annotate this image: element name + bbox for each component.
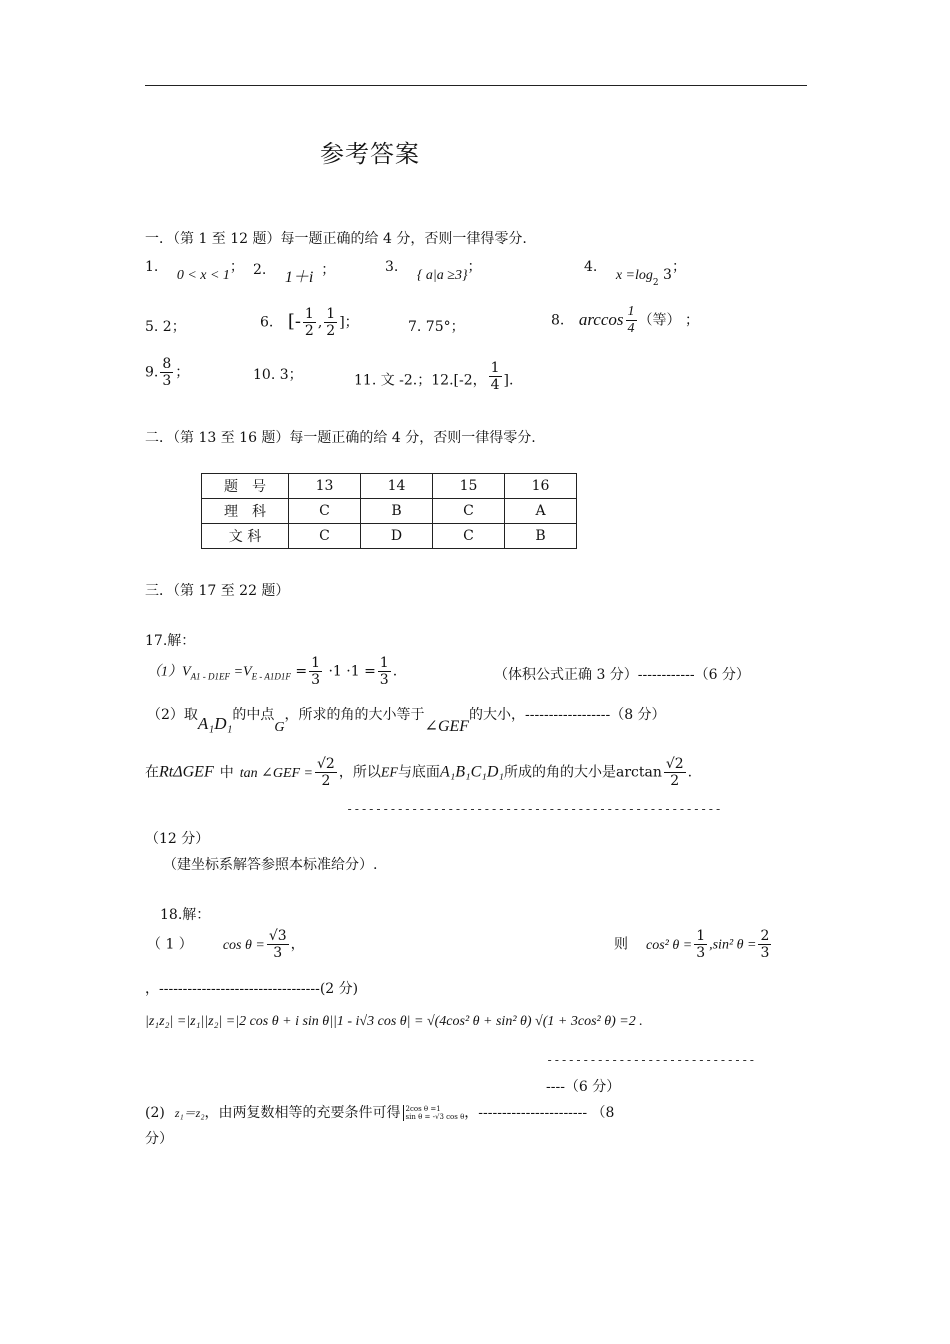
q17-part1-score: （体积公式正确 3 分）------------（6 分） [494, 667, 750, 683]
table-row [202, 499, 577, 524]
table-cell: B [361, 499, 433, 524]
q18-part1b-score: ----（6 分） [546, 1079, 621, 1095]
table-cell: 文 科 [202, 524, 289, 549]
q17-dash-line: ---------------------------------------------------- [346, 802, 722, 816]
table-cell: 题 号 [202, 474, 289, 499]
section3-heading: 三．（第 17 至 22 题） [145, 583, 290, 599]
q17-score: （12 分） [145, 831, 210, 847]
table-cell: A [505, 499, 577, 524]
q18-part1-then: 则 cos² θ = $\frac{1}{3}$ ,sin² θ = $\frac{2}{3}$ [614, 928, 770, 961]
table-cell: C [289, 499, 361, 524]
answer-q1: 1. 0 < x < 1； [145, 259, 244, 283]
q17-note: （建坐标系解答参照本标准给分）. [163, 857, 378, 873]
answer-q11-q12: 11. 文 -2.；12.[-2， $\frac{1}{4}$ ]. [354, 360, 514, 393]
q17-part3: 在RtΔGEF 中 tan ∠GEF = $\frac{√2}{2}$ ，所以EF与底面A₁B₁C₁D₁所成的角的大小是arctan $\frac{√2}{2}$ . [145, 756, 693, 789]
table-header-row [202, 474, 577, 499]
q18-part2: (2) z₁＝z₂，由两复数相等的充要条件可得 2cos θ =1 sin θ = -√3 cos θ ，----------------------- （8 [145, 1105, 615, 1121]
page-title: 参考答案 [320, 140, 420, 168]
table-cell: C [289, 524, 361, 549]
table-cell: 16 [505, 474, 577, 499]
table-cell: B [505, 524, 577, 549]
answer-q8: 8. arccos $\frac{1}{4}$ （等） ； [551, 304, 699, 336]
answer-q2: 2. 1＋i ； [253, 262, 336, 286]
answer-q10: 10. 3； [253, 367, 303, 383]
answer-table [201, 473, 577, 549]
table-cell: C [433, 499, 505, 524]
q18-label: 18.解： [160, 907, 211, 923]
q17-part1: $(1)V_{A1 - D1EF} =V_{E - A1D1F}$ = $\frac{1}{3}$ ·1 ·1 = $\frac{1}{3}$ . [147, 655, 398, 688]
answer-q7: 7. 75°； [408, 319, 465, 335]
answer-q5: 5. 2； [145, 319, 186, 335]
header-rule [145, 85, 807, 86]
answer-q6: 6. [- $\frac{1}{2}$ , $\frac{1}{2}$ ]； [260, 306, 359, 339]
table-cell: 15 [433, 474, 505, 499]
q18-part2-score-end: 分） [145, 1131, 173, 1147]
answer-q3: 3. { a|a ≥3}； [385, 259, 482, 283]
table-cell: 13 [289, 474, 361, 499]
answer-q4: 4. $x =\log_2$ 3； [584, 259, 686, 288]
q17-part2: （2）取A₁D₁的中点G，所求的角的大小等于∠GEF的大小，------------------（8 分） [147, 707, 666, 735]
table-row [202, 524, 577, 549]
equation-system: 2cos θ =1 sin θ = -√3 cos θ [403, 1105, 465, 1121]
answer-q9: 9. $\frac{8}{3}$ ； [145, 356, 190, 389]
q18-dash-line: ----------------------------- [546, 1053, 756, 1067]
section2-heading: 二．（第 13 至 16 题）每一题正确的给 4 分，否则一律得零分. [145, 430, 536, 446]
table-cell: C [433, 524, 505, 549]
q18-part1: （ 1 ） cos θ = $\frac{√3}{3}$ ， [147, 928, 305, 961]
table-cell: 理 科 [202, 499, 289, 524]
section1-heading: 一．（第 1 至 12 题）每一题正确的给 4 分，否则一律得零分. [145, 231, 527, 247]
table-cell: 14 [361, 474, 433, 499]
q18-part1-score: ，----------------------------------(2 分) [145, 981, 359, 997]
q18-modulus-equation: |z₁z₂| =|z₁||z₂| =|2 cos θ + i sin θ||1 - i√3 cos θ| = √(4cos² θ + sin² θ) √(1 + 3cos² θ) =2 . [145, 1014, 643, 1029]
q17-label: 17.解： [145, 633, 196, 649]
table-cell: D [361, 524, 433, 549]
